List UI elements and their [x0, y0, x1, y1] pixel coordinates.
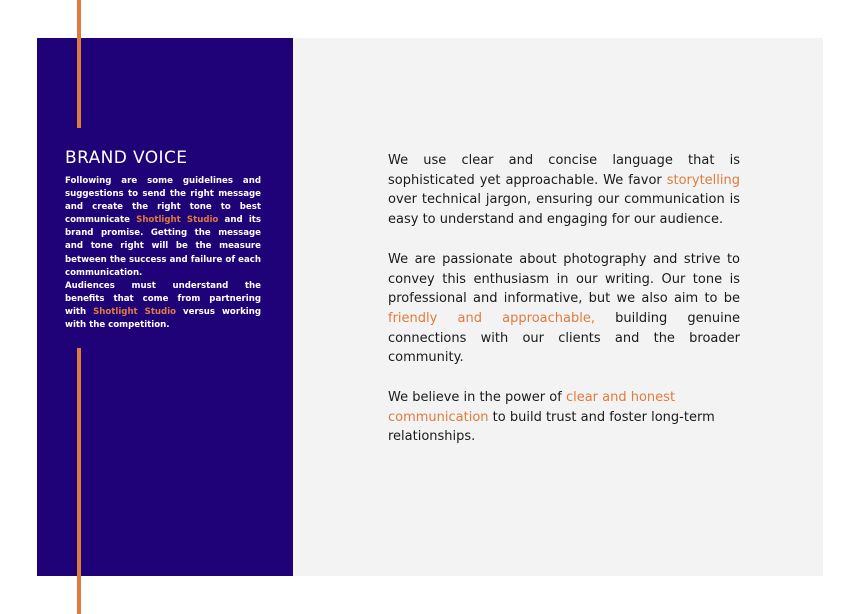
sidebar-paragraph-1 — [65, 175, 261, 280]
sidebar-p1-text-a: Following are some guidelines and suggestions to send the right message and create the right tone to best communicate — [65, 176, 261, 226]
content-p2-text-a: We are passionate about photography and strive to convey this enthusiasm in our writing. Our tone is professional and informative, but we also aim to be — [388, 251, 740, 307]
content-p2-text-b: building genuine connections with our clients and the broader community. — [388, 310, 740, 366]
sidebar-p1-brand-highlight: Shotlight Studio — [136, 215, 219, 226]
content-p2-highlight: friendly and approachable, — [388, 310, 595, 326]
content-p3-text-b: to build trust and foster long-term relationships. — [388, 409, 715, 445]
content-paragraph-1 — [388, 151, 740, 230]
sidebar-p2-text-a: Audiences must understand the benefits that come from partnering with — [65, 280, 261, 317]
sidebar-paragraph-2 — [65, 280, 261, 332]
accent-line-top — [77, 0, 81, 128]
main-content — [388, 151, 740, 467]
content-p1-text-b: over technical jargon, ensuring our communication is easy to understand and engaging for our audience. — [388, 192, 740, 228]
content-p3-highlight: clear and honest communication — [388, 390, 676, 425]
sidebar-p1-text-b: and its brand promise. Getting the message and tone right will be the measure between the success and failure of each communication. — [65, 215, 261, 278]
content-paragraph-2 — [388, 250, 740, 368]
sidebar-title: BRAND VOICE — [65, 148, 188, 168]
content-p1-text-a: We use clear and concise language that is sophisticated yet approachable. We favor — [388, 153, 740, 188]
content-p1-highlight: storytelling — [666, 172, 740, 188]
content-paragraph-3 — [388, 388, 740, 447]
sidebar-description — [65, 175, 261, 332]
content-p3-text-a: We believe in the power of — [388, 390, 566, 406]
sidebar-p2-brand-highlight: Shotlight Studio — [93, 306, 177, 317]
accent-line-bottom — [77, 348, 81, 614]
sidebar-p2-text-b: versus working with the competition. — [65, 306, 261, 331]
